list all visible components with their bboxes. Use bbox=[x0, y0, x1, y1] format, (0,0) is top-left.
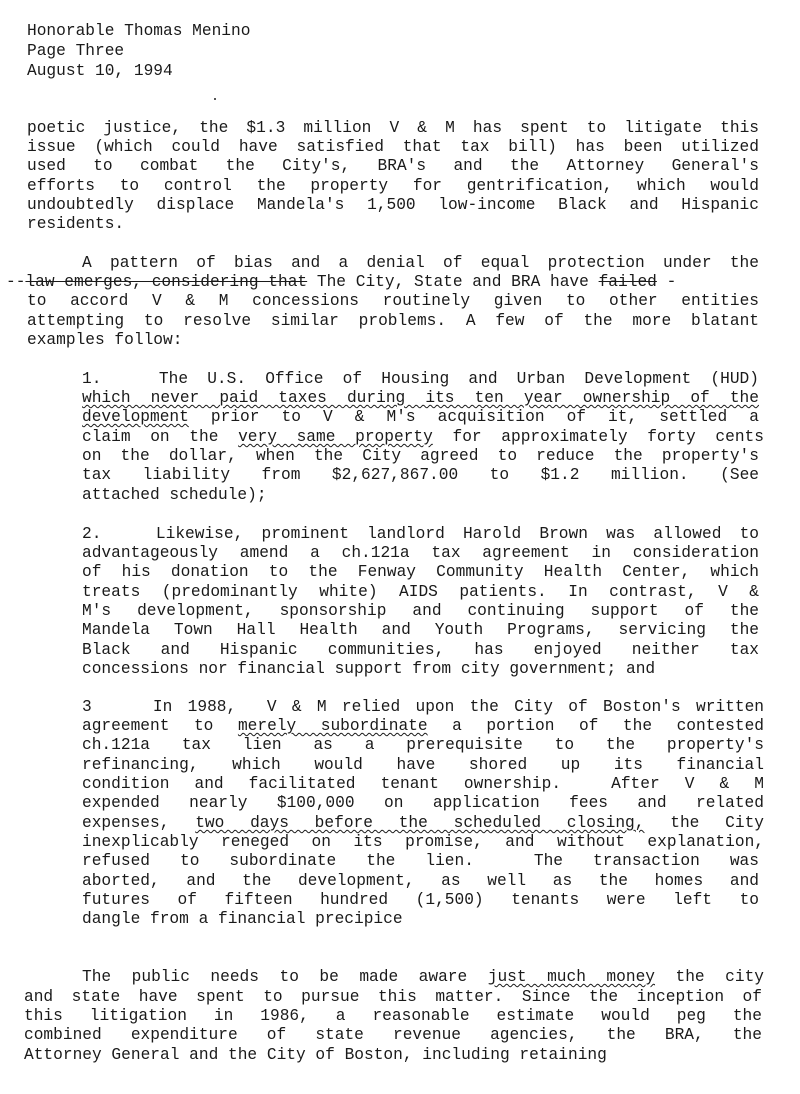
para2-text: The City, State and BRA have bbox=[307, 273, 599, 291]
item3-line: refinancing, which would have shored up its financial bbox=[82, 756, 764, 774]
page-number-line: Page Three bbox=[27, 42, 125, 60]
stray-mark bbox=[214, 98, 216, 100]
item3-text: expenses, bbox=[82, 814, 196, 832]
item3-line: futures of fifteen hundred (1,500) tenants were left to bbox=[82, 891, 759, 909]
struck-text: failed bbox=[598, 273, 657, 291]
para3-line bbox=[82, 968, 764, 987]
para1-line: issue (which could have satisfied that tax bill) has been utilized bbox=[27, 138, 759, 156]
item3-line bbox=[82, 814, 764, 833]
para3-line: Attorney General and the City of Boston, including retaining bbox=[24, 1046, 607, 1064]
item1-text: claim on the bbox=[82, 428, 239, 446]
margin-mark: - bbox=[656, 273, 677, 291]
item2-line: concessions nor financial support from city government; and bbox=[82, 660, 656, 678]
item3-line: 3 In 1988, V & M relied upon the City of Boston's written bbox=[82, 698, 764, 716]
para3-text: The public needs to be made aware bbox=[82, 968, 488, 986]
item3-line: inexplicably reneged on its promise, and without explanation, bbox=[82, 833, 764, 851]
para2-line: A pattern of bias and a denial of equal protection under the bbox=[82, 254, 759, 272]
item1-line: attached schedule); bbox=[82, 486, 267, 504]
recipient-line: Honorable Thomas Menino bbox=[27, 22, 251, 40]
item3-line bbox=[82, 717, 764, 736]
item1-line bbox=[82, 408, 759, 427]
underlined-text: two days before the scheduled closing, bbox=[195, 814, 645, 832]
item1-underlined-line: which never paid taxes during its ten year ownership of the bbox=[82, 389, 759, 407]
item1-line: 1. The U.S. Office of Housing and Urban Development (HUD) bbox=[82, 370, 759, 388]
para3-line: and state have spent to pursue this matter. Since the inception of bbox=[24, 988, 762, 1006]
underlined-text: merely subordinate bbox=[237, 717, 428, 735]
underlined-text: development bbox=[82, 408, 189, 426]
item2-line: Mandela Town Hall Health and Youth Programs, servicing the bbox=[82, 621, 759, 639]
item2-line: of his donation to the Fenway Community Health Center, which bbox=[82, 563, 759, 581]
underlined-text: just much money bbox=[487, 968, 656, 986]
item1-line: tax liability from $2,627,867.00 to $1.2 million. (See bbox=[82, 466, 759, 484]
para1-line: poetic justice, the $1.3 million V & M has spent to litigate this bbox=[27, 119, 759, 137]
item2-line: advantageously amend a ch.121a tax agreement in consideration bbox=[82, 544, 759, 562]
item2-line: 2. Likewise, prominent landlord Harold Brown was allowed to bbox=[82, 525, 759, 543]
date-line: August 10, 1994 bbox=[27, 62, 173, 80]
item3-line: refused to subordinate the lien. The transaction was bbox=[82, 852, 759, 870]
struck-text: law emerges, considering that bbox=[25, 273, 308, 291]
item1-line bbox=[82, 428, 764, 447]
item3-line: dangle from a financial precipice bbox=[82, 910, 403, 928]
para2-line: examples follow: bbox=[27, 331, 183, 349]
para1-line: used to combat the City's, BRA's and the Attorney General's bbox=[27, 157, 759, 175]
item1-line: on the dollar, when the City agreed to reduce the property's bbox=[82, 447, 759, 465]
margin-mark: -- bbox=[6, 273, 26, 291]
item3-line: ch.121a tax lien as a prerequisite to the property's bbox=[82, 736, 764, 754]
item2-line: M's development, sponsorship and continuing support of the bbox=[82, 602, 759, 620]
item3-line: expended nearly $100,000 on application fees and related bbox=[82, 794, 764, 812]
para1-line: efforts to control the property for gentrification, which would bbox=[27, 177, 759, 195]
para2-line: to accord V & M concessions routinely given to other entities bbox=[27, 292, 759, 310]
para3-line: this litigation in 1986, a reasonable estimate would peg the bbox=[24, 1007, 762, 1025]
underlined-text: very same property bbox=[238, 428, 433, 446]
item2-line: treats (predominantly white) AIDS patients. In contrast, V & bbox=[82, 583, 759, 601]
para3-text: the city bbox=[655, 968, 764, 986]
para1-line: undoubtedly displace Mandela's 1,500 low-income Black and Hispanic bbox=[27, 196, 759, 214]
item3-line: condition and facilitated tenant ownership. After V & M bbox=[82, 775, 764, 793]
item3-text: the City bbox=[644, 814, 764, 832]
item3-text: a portion of the contested bbox=[427, 717, 765, 735]
para3-line: combined expenditure of state revenue agencies, the BRA, the bbox=[24, 1026, 762, 1044]
para2-line: attempting to resolve similar problems. A few of the more blatant bbox=[27, 312, 759, 330]
item3-text: agreement to bbox=[82, 717, 238, 735]
item1-text: prior to V & M's acquisition of it, settled a bbox=[188, 408, 759, 426]
item2-line: Black and Hispanic communities, has enjoyed neither tax bbox=[82, 641, 759, 659]
item3-line: aborted, and the development, as well as the homes and bbox=[82, 872, 759, 890]
para1-line: residents. bbox=[27, 215, 125, 233]
item1-text: for approximately forty cents bbox=[432, 428, 764, 446]
para2-line-with-strikeout bbox=[6, 273, 676, 292]
